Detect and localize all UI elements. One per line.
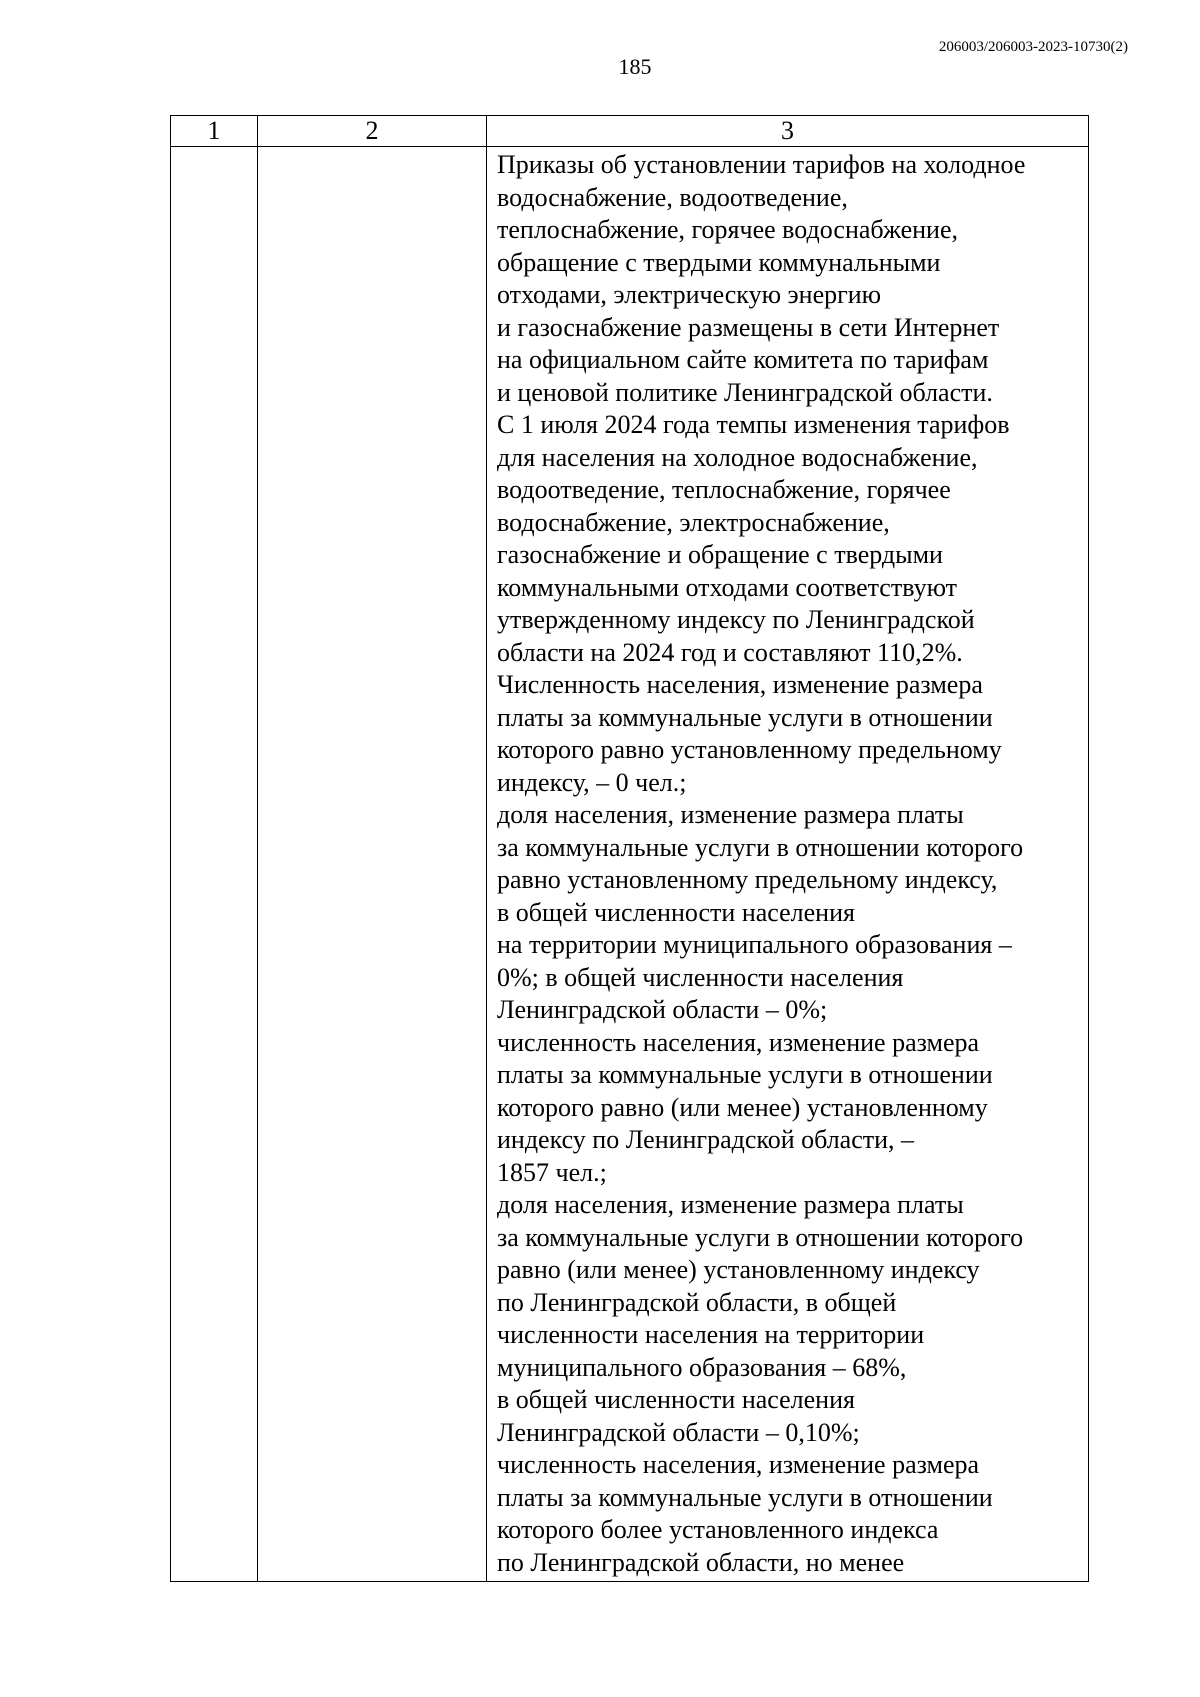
table-cell-col3 <box>487 147 1089 1582</box>
text-line: на официальном сайте комитета по тарифам <box>497 345 989 374</box>
text-line: индексу по Ленинградской области, – <box>497 1125 915 1154</box>
text-line: для населения на холодное водоснабжение, <box>497 442 978 472</box>
column-header-1: 1 <box>171 116 258 147</box>
text-line: которого более установленного индекса <box>497 1515 939 1544</box>
text-line: равно (или менее) установленному индексу <box>497 1255 980 1284</box>
text-line: доля населения, изменение размера платы <box>497 800 964 829</box>
cell-text <box>487 147 1088 1579</box>
text-line: равно установленному предельному индексу, <box>497 865 998 894</box>
text-line: в общей численности населения <box>497 897 855 927</box>
text-line: С 1 июля 2024 года темпы изменения тарифов <box>497 410 1010 439</box>
text-line: и ценовой политике Ленинградской области. <box>497 377 993 407</box>
text-line: доля населения, изменение размера платы <box>497 1190 964 1219</box>
text-line: 0%; в общей численности населения <box>497 962 904 992</box>
text-line: отходами, электрическую энергию <box>497 280 882 309</box>
text-line: Ленинградской области – 0,10%; <box>497 1417 860 1447</box>
text-line: которого равно установленному предельному <box>497 735 1002 764</box>
text-line: водоснабжение, электроснабжение, <box>497 507 890 537</box>
text-line: численность населения, изменение размера <box>497 1027 980 1057</box>
text-line: по Ленинградской области, в общей <box>497 1287 897 1317</box>
text-line: области на 2024 год и составляют 110,2%. <box>497 637 963 667</box>
text-line: Приказы об установлении тарифов на холодное <box>497 150 1026 179</box>
text-line: 1857 чел.; <box>497 1157 607 1187</box>
text-line: которого равно (или менее) установленному <box>497 1092 988 1122</box>
column-header-3: 3 <box>487 116 1089 147</box>
column-header-2: 2 <box>258 116 487 147</box>
text-line: за коммунальные услуги в отношении которого <box>497 1222 1024 1252</box>
text-line: по Ленинградской области, но менее <box>497 1547 905 1577</box>
text-line: численности населения на территории <box>497 1320 925 1349</box>
table-cell-col2 <box>258 147 487 1582</box>
text-line: численность населения, изменение размера <box>497 1450 980 1479</box>
table-row <box>171 147 1089 1582</box>
content-table <box>170 115 1089 1582</box>
text-line: на территории муниципального образования – <box>497 930 1012 959</box>
text-line: Численность населения, изменение размера <box>497 670 983 699</box>
text-line: Ленинградской области – 0%; <box>497 995 828 1024</box>
text-line: коммунальными отходами соответствуют <box>497 572 958 602</box>
text-line: водоснабжение, водоотведение, <box>497 182 848 212</box>
table-cell-col1 <box>171 147 258 1582</box>
text-line: индексу, – 0 чел.; <box>497 767 687 797</box>
text-line: за коммунальные услуги в отношении которого <box>497 832 1024 862</box>
text-line: в общей численности населения <box>497 1385 855 1414</box>
text-line: водоотведение, теплоснабжение, горячее <box>497 475 951 504</box>
document-id: 206003/206003-2023-10730(2) <box>938 39 1128 55</box>
page-number: 185 <box>618 54 652 79</box>
text-line: муниципального образования – 68%, <box>497 1352 907 1382</box>
table-header-row <box>171 116 1089 147</box>
text-line: утвержденному индексу по Ленинградской <box>497 605 975 634</box>
text-line: теплоснабжение, горячее водоснабжение, <box>497 215 959 244</box>
text-line: газоснабжение и обращение с твердыми <box>497 540 943 569</box>
text-line: и газоснабжение размещены в сети Интернет <box>497 312 1000 342</box>
text-line: обращение с твердыми коммунальными <box>497 247 941 277</box>
text-line: платы за коммунальные услуги в отношении <box>497 1482 993 1512</box>
text-line: платы за коммунальные услуги в отношении <box>497 1060 993 1089</box>
text-line: платы за коммунальные услуги в отношении <box>497 702 993 732</box>
